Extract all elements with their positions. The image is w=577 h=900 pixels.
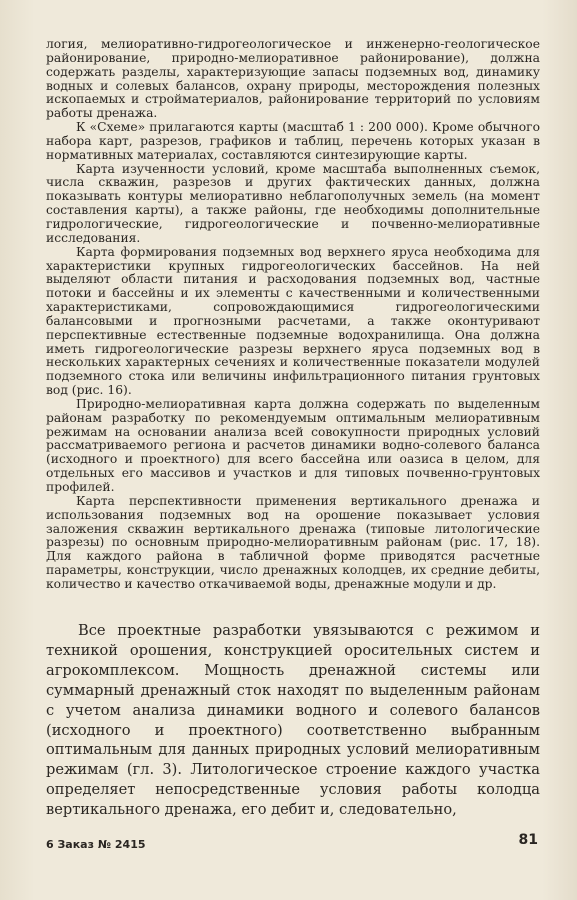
paragraph: Все проектные разработки увязываются с режимом и техникой орошения, конструкцией оросительных систем и агрокомплексом. Мощность дренажной системы или суммарный дренажный сток находят по выделенным районам с учетом анализа динамики водного и солевого балансов (исходного и проектного) соответственно выбранным оптимальным для данных природных условий мелиоративным режимам (гл. 3). Литологическое строение каждого участка определяет непосредственные условия работы колодца вертикального дренажа, его дебит и, следовательно,	[46, 622, 540, 819]
paragraph: К «Схеме» прилагаются карты (масштаб 1 : 200 000). Кроме обычного набора карт, разрезов, графиков и таблиц, перечень которых указан в нормативных материалах, составляются синтезирующие карты.	[46, 120, 540, 162]
paragraph: Карта изученности условий, кроме масштаба выполненных съемок, числа скважин, разрезов и других фактических данных, должна показывать контуры мелиоративно неблагополучных земель (на момент составления карты), а также районы, где необходимы дополнительные гидрологические, гидрогеологические и почвенно-мелиоративные исследования.	[46, 161, 540, 245]
paragraph: Карта формирования подземных вод верхнего яруса необходима для характеристики крупных гидрогеологических бассейнов. На ней выделяют области питания и расходования подземных вод, частные потоки и бассейны и их элементы с качественными и количественными характеристиками, сопровождающимися гидрогеологическими балансовыми и прогнозными расчетами, а также оконтуривают перспективные естественные подземные водохранилища. Она должна иметь гидрогеологические разрезы верхнего яруса подземных вод в нескольких характерных сечениях и количественные показатели модулей подземного стока или величины инфильтрационного питания грунтовых вод (рис. 16).	[46, 244, 540, 398]
small-print-section	[46, 38, 540, 592]
page-number: 81	[518, 832, 538, 848]
main-text-section	[46, 621, 540, 820]
printer-signature: 6 Заказ № 2415	[46, 838, 146, 851]
paragraph: Природно-мелиоративная карта должна содержать по выделенным районам разработку по рекомендуемым оптимальным мелиоративным режимам на основании анализа всей совокупности природных условий рассматриваемого региона и расчетов динамики водно-солевого баланса (исходного и проектного) для всего бассейна или оазиса в целом, для отдельных его массивов и участков и для типовых почвенно-грунтовых профилей.	[46, 396, 540, 494]
paragraph: логия, мелиоративно-гидрогеологическое и инженерно-геологическое районирование, природно-мелиоративное районирование), должна содержать разделы, характеризующие запасы подземных вод, динамику водных и солевых балансов, охрану природы, месторождения полезных ископаемых и стройматериалов, районирование территорий по условиям работы дренажа.	[46, 37, 540, 121]
paragraph: Карта перспективности применения вертикального дренажа и использования подземных вод на орошение показывает условия заложения скважин вертикального дренажа (типовые литологические разрезы) по основным природно-мелиоративным районам (рис. 17, 18). Для каждого района в табличной форме приводятся расчетные параметры, конструкции, число дренажных колодцев, их средние дебиты, количество и качество откачиваемой воды, дренажные модули и др.	[46, 493, 540, 591]
